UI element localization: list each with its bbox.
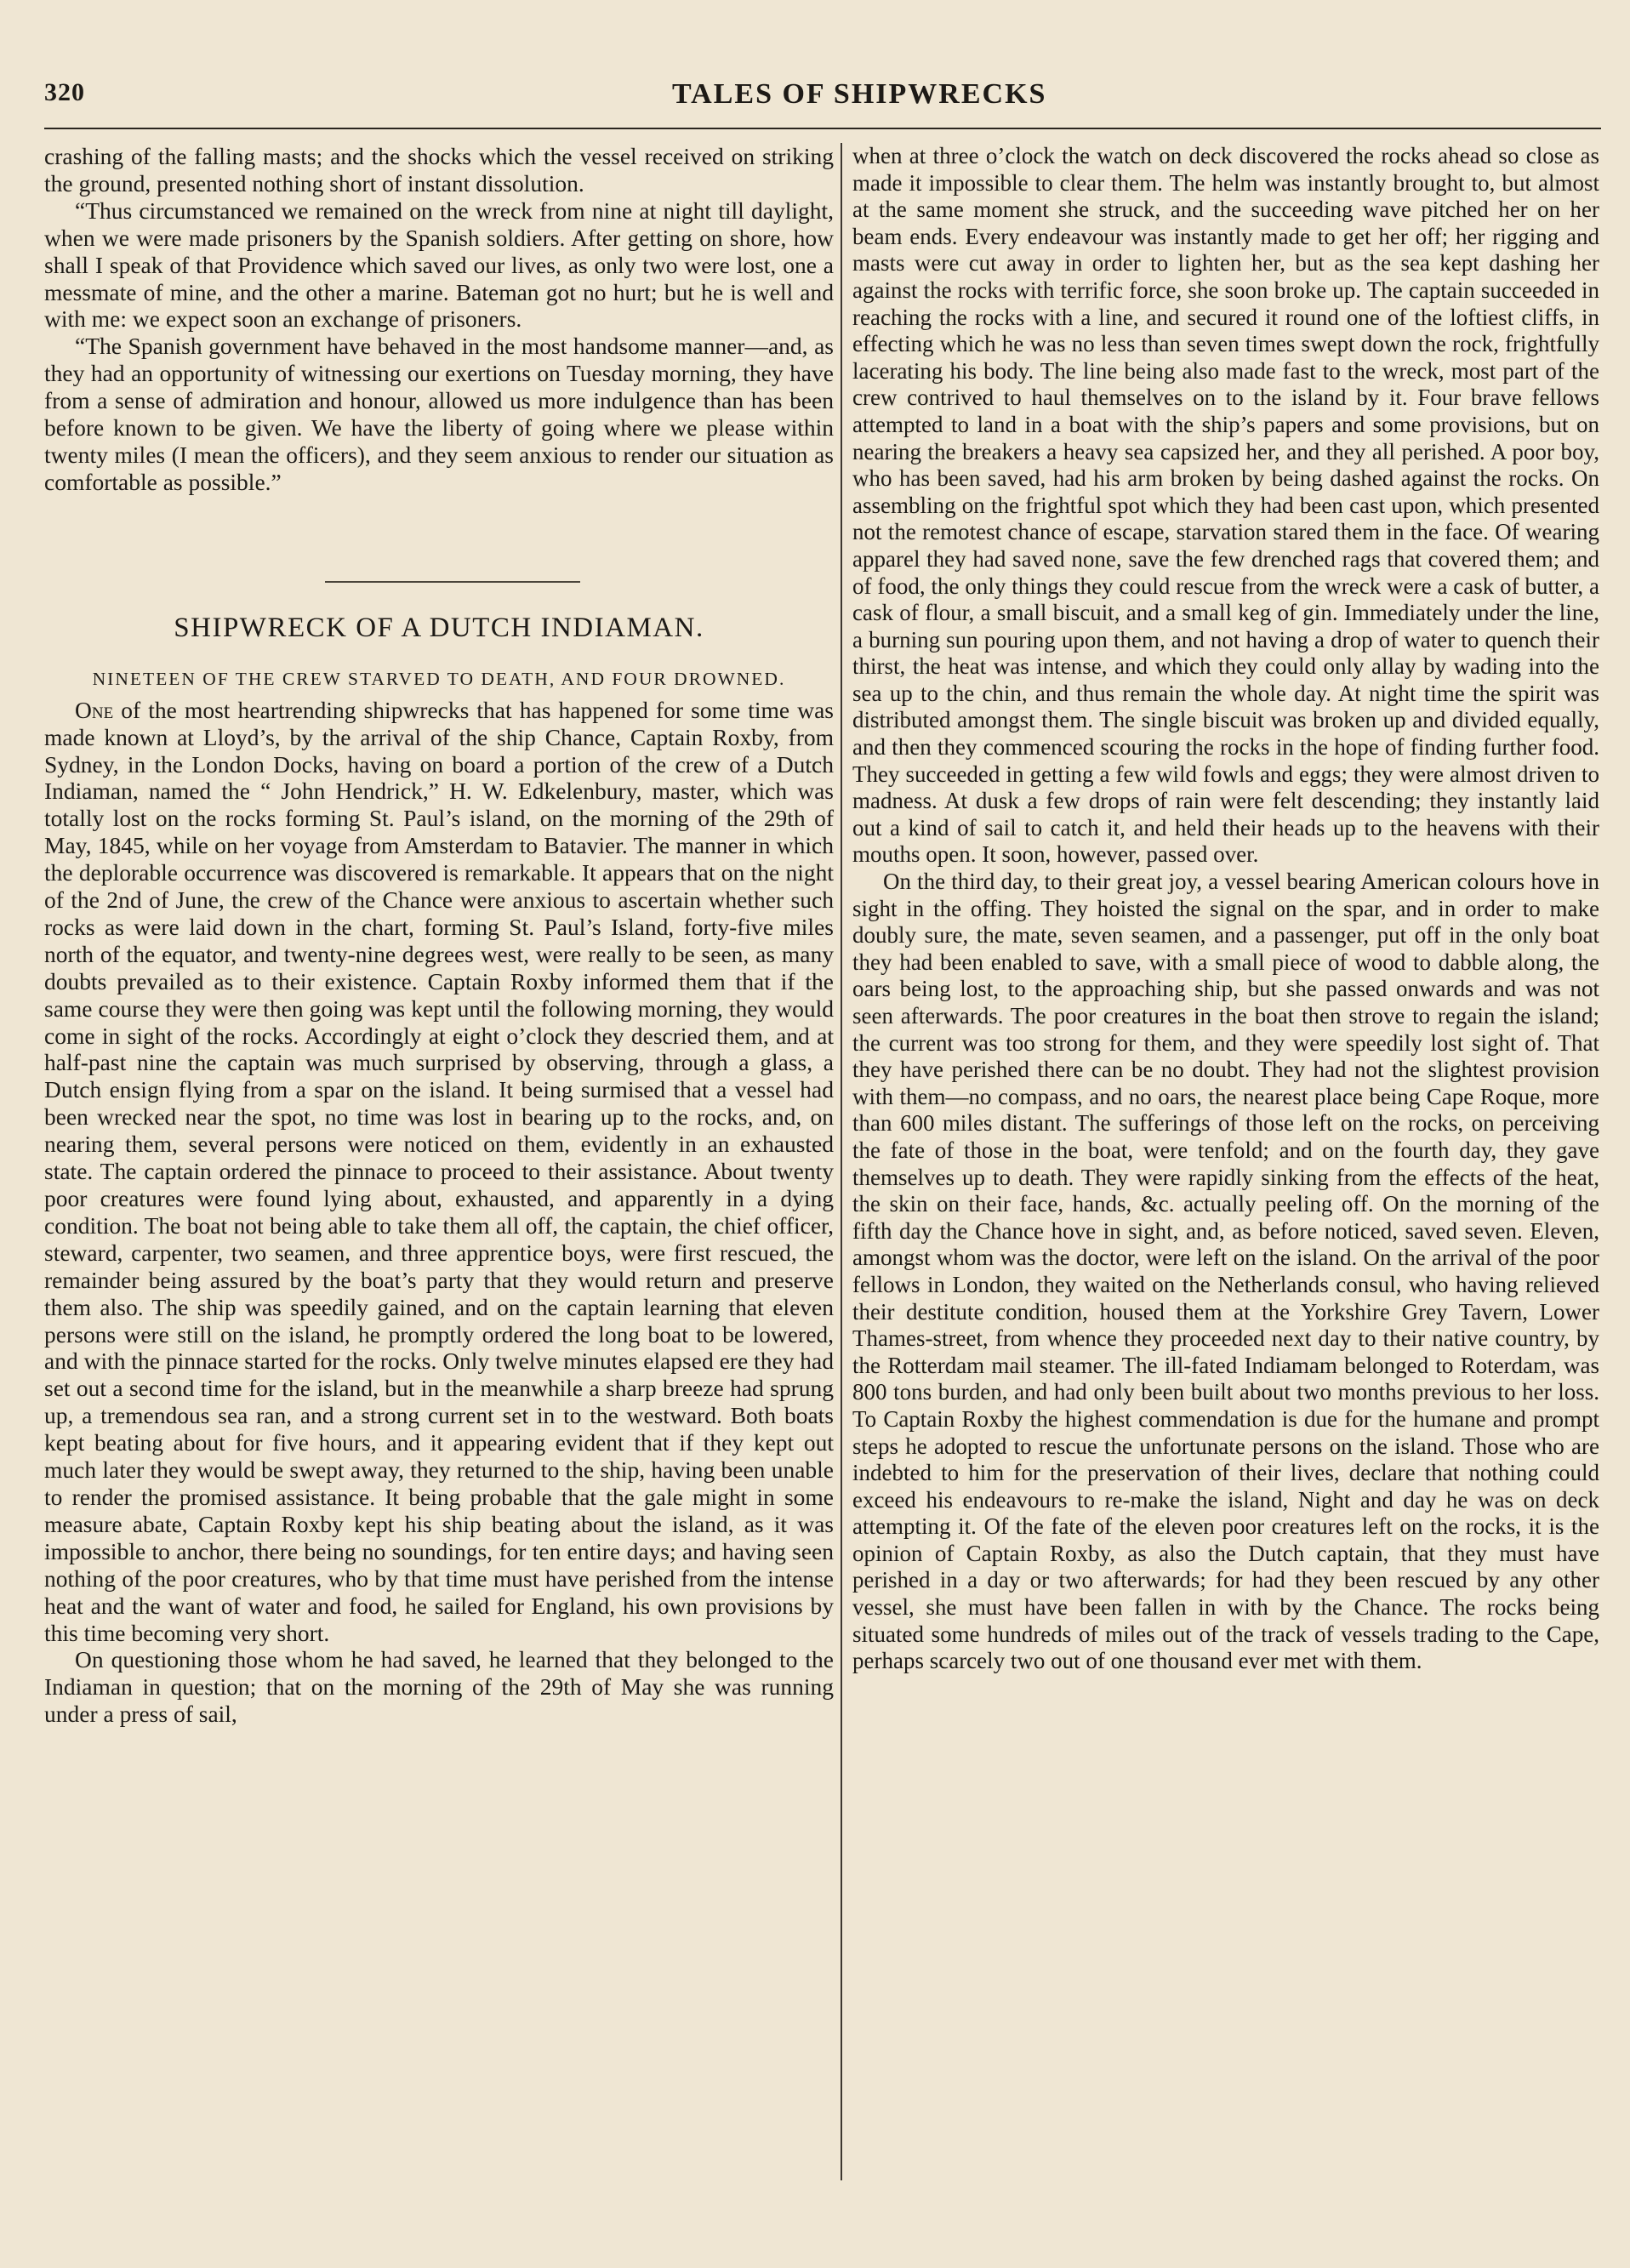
- column-divider: [841, 143, 842, 2180]
- paragraph-continuation: when at three o’clock the watch on deck discovered the rocks ahead so close as made it impossible to clear them. The helm was instantly brought to, but almost at the same moment she struck, and the succeeding wave pitched her on her beam ends. Every endeavour was instantly made to get her off; her rigging and masts were cut away in order to lighten her, but as the sea kept dashing her against the rocks with terrific force, she soon broke up. The captain succeeded in reaching the rocks with a line, and secured it round one of the loftiest cliffs, in effecting which he was no less than seven times swept down the rock, frightfully lacerating his body. The line being also made fast to the wreck, most part of the crew contrived to haul themselves on to the island by it. Four brave fellows attempted to land in a boat with the ship’s papers and some provisions, but on nearing the breakers a heavy sea capsized her, and they all perished. A poor boy, who has been saved, had his arm broken by being dashed against the rocks. On assembling on the frightful spot which they had been cast upon, which presented not the remotest chance of escape, starvation stared them in the face. Of wearing apparel they had saved none, save the few drenched rags that covered them; and of food, the only things they could rescue from the wreck were a cask of butter, a cask of flour, a small biscuit, and a small keg of gin. Immediately under the line, a burning sun pouring upon them, and not having a drop of water to quench their thirst, the heat was intense, and which they could only allay by wading into the sea up to the chin, and thus remain the whole day. At night time the spirit was distributed amongst them. The single biscuit was broken up and divided equally, and then they commenced scouring the rocks in the hope of finding further food. They succeeded in getting a few wild fowls and eggs; they were almost driven to madness. At dusk a few drops of rain were felt descending; they instantly laid out a kind of sail to catch it, and held their heads up to the heavens with their mouths open. It soon, however, passed over.: [852, 143, 1599, 868]
- paragraph: “Thus circumstanced we remained on the wreck from nine at night till daylight, when we were made prisoners by the Spanish soldiers. After getting on shore, how shall I speak of that Providence which saved our lives, as only two were lost, one a messmate of mine, and the other a marine. Bateman got no hurt; but he is well and with me: we expect soon an exchange of prisoners.: [44, 197, 834, 333]
- section-rule: [325, 581, 580, 583]
- page-number: 320: [44, 78, 85, 106]
- article-title: SHIPWRECK OF A DUTCH INDIAMAN.: [174, 612, 704, 643]
- section-break: [44, 496, 834, 607]
- article-subtitle: NINETEEN OF THE CREW STARVED TO DEATH, AND FOUR DROWNED.: [92, 668, 786, 689]
- left-column: [44, 143, 834, 2176]
- paragraph: “The Spanish government have behaved in the most handsome manner—and, as they had an opportunity of witnessing our exertions on Tuesday morning, they have from a sense of admiration and honour, allowed us more indulgence than has been before known to be given. We have the liberty of going where we please within twenty miles (I mean the officers), and they seem anxious to render our situation as comfortable as possible.”: [44, 333, 834, 495]
- right-column: [852, 143, 1599, 2176]
- paragraph: On the third day, to their great joy, a vessel bearing American colours hove in sight in the offing. They hoisted the signal on the spar, and in order to make doubly sure, the mate, seven seamen, and a passenger, put off in the only boat they had been enabled to save, with a small piece of wood to dabble along, the oars being lost, to the approaching ship, but she passed onwards and was not seen afterwards. The poor creatures in the boat then strove to regain the island; the current was too strong for them, and they were speedily lost sight of. That they have perished there can be no doubt. They had not the slightest provision with them—no compass, and no oars, the nearest place being Cape Roque, more than 600 miles distant. The sufferings of those left on the rocks, on perceiving the fate of those in the boat, were tenfold; and on the fourth day, they gave themselves up to death. They were rapidly sinking from the effects of the heat, the skin on their face, hands, &c. actually peeling off. On the morning of the fifth day the Chance hove in sight, and, as before noticed, saved seven. Eleven, amongst whom was the doctor, were left on the island. On the arrival of the poor fellows in London, they waited on the Netherlands consul, who having relieved their destitute condition, housed them at the Yorkshire Grey Tavern, Lower Thames-street, from whence they proceeded next day to their native country, by the Rotterdam mail steamer. The ill-fated Indiamam belonged to Roterdam, was 800 tons burden, and had only been built about two months previous to her loss. To Captain Roxby the highest commendation is due for the humane and prompt steps he adopted to rescue the unfortunate persons on the island. Those who are indebted to him for the preservation of their lives, declare that nothing could exceed his endeavours to re-make the island, Night and day he was on deck attempting it. Of the fate of the eleven poor creatures left on the rocks, it is the opinion of Captain Roxby, as also the Dutch captain, that they must have perished in a day or two afterwards; for had they been rescued by any other vessel, she must have been fallen in with by the Chance. The rocks being situated some hundreds of miles out of the track of vessels trading to the Cape, perhaps scarcely two out of one thousand ever met with them.: [852, 869, 1599, 1674]
- article-first-word: One: [75, 696, 114, 723]
- header-rule: [44, 128, 1601, 129]
- article-paragraph-text: of the most heartrending shipwrecks that has happened for some time was made known at Lloyd’s, by the arrival of the ship Chance, Captain Roxby, from Sydney, in the London Docks, having on board a portion of the crew of a Dutch Indiaman, named the “ John Hendrick,” H. W. Edkelenbury, master, which was totally lost on the rocks forming St. Paul’s island, on the morning of the 29th of May, 1845, while on her voyage from Amsterdam to Batavier. The manner in which the deplorable occurrence was discovered is remarkable. It appears that on the night of the 2nd of June, the crew of the Chance were anxious to ascertain whether such rocks as were laid down in the chart, forming St. Paul’s Island, forty-five miles north of the equator, and twenty-nine degrees west, were really to be seen, as many doubts prevailed as to their existence. Captain Roxby informed them that if the same course they were then going was kept until the following morning, they would come in sight of the rocks. Accordingly at eight o’clock they descried them, and at half-past nine the captain was much surprised by observing, through a glass, a Dutch ensign flying from a spar on the island. It being surmised that a vessel had been wrecked near the spot, no time was lost in bearing up to the rocks, and, on nearing them, several persons were noticed on them, evidently in an exhausted state. The captain ordered the pinnace to proceed to their assistance. About twenty poor creatures were found lying about, exhausted, and apparently in a dying condition. The boat not being able to take them all off, the captain, the chief officer, steward, carpenter, two seamen, and three apprentice boys, were first rescued, the remainder being assured by the boat’s party that they would return and preserve them also. The ship was speedily gained, and on the captain learning that eleven persons were still on the island, he promptly ordered the long boat to be lowered, and with the pinnace started for the rocks. Only twelve minutes elapsed ere they had set out a second time for the island, but in the meanwhile a sharp breeze had sprung up, a tremendous sea ran, and a strong current set in to the westward. Both boats kept beating about for five hours, and it appearing evident that if they kept out much later they would be swept away, they returned to the ship, having been unable to render the promised assistance. It being probable that the gale might in some measure abate, Captain Roxby kept his ship beating about the island, as it was impossible to anchor, there being no soundings, for ten entire days; and having seen nothing of the poor creatures, who by that time must have perished from the intense heat and the want of water and food, he sailed for England, his own provisions by this time becoming very short.: [44, 696, 834, 1646]
- paragraph-continuation: crashing of the falling masts; and the shocks which the vessel received on striking the ground, presented nothing short of instant dissolution.: [44, 143, 834, 197]
- article-paragraph: On questioning those whom he had saved, he learned that they belonged to the Indiaman in question; that on the morning of the 29th of May she was running under a press of sail,: [44, 1646, 834, 1728]
- running-title: TALES OF SHIPWRECKS: [672, 78, 1047, 110]
- page-header: [0, 78, 1630, 129]
- article-paragraph: [44, 697, 834, 1647]
